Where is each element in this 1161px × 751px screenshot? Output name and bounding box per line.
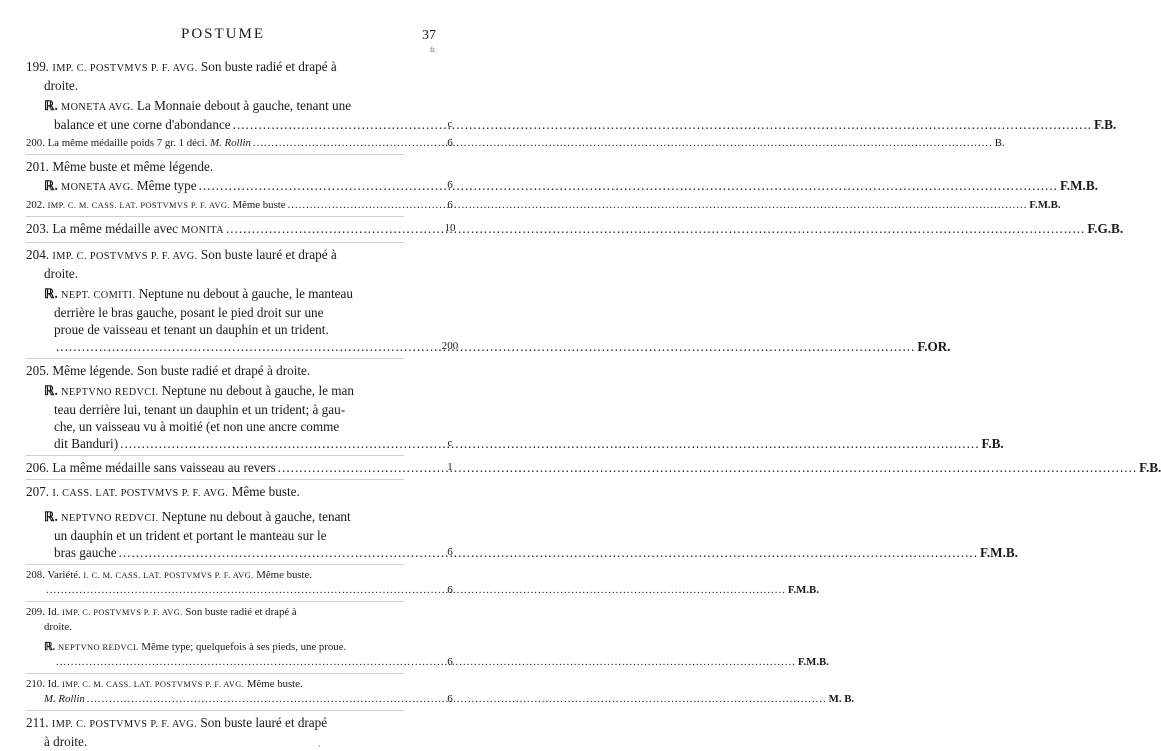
page-number: 37: [422, 28, 436, 43]
reverse-legend: MONETA AVG.: [61, 102, 134, 113]
entry-number: 202.: [26, 199, 45, 211]
entry-202: [26, 198, 1061, 213]
collection-code: F.B.: [981, 436, 1004, 451]
entry-210: [26, 677, 855, 707]
entry-208: [26, 568, 819, 598]
value-mark: 6: [447, 546, 453, 558]
divider: [26, 455, 404, 456]
reverse-mark: ℝ.: [44, 509, 58, 524]
reverse-legend: NEPTVNO REDVCI.: [61, 387, 159, 398]
entry-200: [26, 136, 1005, 151]
collection-code: M. B.: [828, 693, 855, 705]
entry-199-reverse: [26, 97, 1117, 133]
entry-209-reverse: [26, 640, 829, 670]
collection-code: F.M.B.: [1029, 199, 1061, 211]
collection-code: F.M.B.: [1059, 178, 1098, 193]
entry-text: droite.: [44, 621, 72, 633]
entry-text: Son buste radié et drapé à: [185, 606, 297, 618]
collection-code: F.G.B.: [1087, 221, 1124, 236]
value-mark: 10: [444, 222, 456, 234]
entry-number: 206.: [26, 460, 50, 475]
value-mark: c: [447, 118, 453, 130]
footer-mark: ·: [318, 742, 321, 751]
collection-code: B.: [994, 137, 1005, 149]
entry-text: Même buste: [232, 199, 286, 211]
entry-201: [26, 158, 404, 175]
value-mark: 6: [447, 137, 453, 149]
entry-number: 204.: [26, 247, 50, 262]
collection-code: F.M.B.: [797, 656, 829, 668]
entry-text: Son buste lauré et drapé: [200, 715, 328, 730]
reverse-legend: NEPTVNO REDVCI.: [57, 642, 139, 652]
entry-text: La même médaille sans vaisseau au revers: [52, 460, 276, 475]
entry-number: 207.: [26, 484, 50, 499]
entry-text: droite.: [44, 78, 79, 93]
entry-text: Même buste.: [231, 484, 300, 499]
obverse-legend: IMP. C. POSTVMVS P. F. AVG.: [52, 63, 198, 74]
collector-name: M. Rollin: [210, 137, 251, 149]
divider: [26, 710, 404, 711]
obverse-legend: IMP. C. POSTVMVS P. F. AVG.: [62, 607, 183, 617]
value-mark: 1: [447, 461, 453, 473]
entry-text: dit Banduri): [54, 436, 119, 451]
obverse-legend: I. CASS. LAT. POSTVMVS P. F. AVG.: [52, 488, 229, 499]
entry-text: proue de vaisseau et tenant un dauphin et un trident.: [54, 322, 329, 337]
reverse-mark: ℝ.: [44, 178, 58, 193]
entry-text: Même buste.: [246, 678, 303, 690]
entry-text: derrière le bras gauche, posant le pied droit sur une: [54, 305, 324, 320]
reverse-mark: ℝ.: [44, 383, 58, 398]
entry-number: 199.: [26, 59, 50, 74]
divider: [26, 154, 404, 155]
entry-text: Son buste lauré et drapé à: [200, 247, 337, 262]
collector-name: M. Rollin: [44, 693, 85, 705]
entry-text: La même médaille avec: [52, 221, 178, 236]
page-number-sub: fr.: [429, 46, 436, 54]
entry-199: [26, 58, 404, 94]
collection-code: F.M.B.: [787, 584, 819, 596]
entry-text: Même type; quelquefois à ses pieds, une proue.: [141, 641, 347, 653]
running-title: POSTUME: [180, 26, 265, 42]
entry-number: 209.: [26, 606, 45, 618]
entry-text: balance et une corne d'abondance: [54, 117, 231, 132]
reverse-legend: NEPTVNO REDVCI.: [61, 513, 159, 524]
reverse-legend: NEPT. COMITI.: [61, 290, 136, 301]
divider: [26, 564, 404, 565]
entry-201-reverse: [26, 177, 1098, 196]
collection-code: F.B.: [1139, 460, 1161, 475]
entry-204-reverse: [26, 285, 951, 355]
entry-number: 201.: [26, 159, 50, 174]
divider: [26, 242, 404, 243]
entry-number: 200.: [26, 137, 45, 149]
entry-text: bras gauche: [54, 545, 117, 560]
entry-number: 208.: [26, 569, 45, 581]
divider: [26, 673, 404, 674]
entry-number: 210.: [26, 678, 45, 690]
entry-text: che, un vaisseau vu à moitié (et non une ancre comme: [54, 419, 340, 434]
entry-text: Neptune nu debout à gauche, tenant: [161, 509, 351, 524]
entry-text: La Monnaie debout à gauche, tenant une: [136, 98, 352, 113]
entry-text: un dauphin et un trident et portant le manteau sur le: [54, 528, 327, 543]
entry-text: La même médaille poids 7 gr. 1 déci.: [47, 137, 208, 149]
entry-205: [26, 362, 404, 379]
entry-number: 211.: [26, 715, 49, 730]
entry-text: Neptune nu debout à gauche, le man: [161, 383, 354, 398]
reverse-mark: ℝ.: [44, 98, 58, 113]
entry-number: 203.: [26, 221, 50, 236]
entry-204: [26, 246, 404, 282]
entry-text: Id.: [47, 678, 60, 690]
entry-text: teau derrière lui, tenant un dauphin et un trident; à gau-: [54, 402, 346, 417]
entry-text: Même type: [136, 178, 197, 193]
value-mark: c: [447, 437, 453, 449]
value-mark: 6: [447, 693, 453, 705]
value-mark: 6: [447, 179, 453, 191]
entry-206: [26, 459, 1161, 476]
reverse-mark: ℝ.: [44, 641, 56, 653]
obverse-legend: IMP. C. POSTVMVS P. F. AVG.: [52, 251, 198, 262]
entry-text: Neptune nu debout à gauche, le manteau: [138, 286, 353, 301]
obverse-legend: IMP. C. M. CASS. LAT. POSTVMVS P. F. AVG.: [62, 679, 245, 689]
entry-text: Id.: [47, 606, 60, 618]
entry-text: Variété.: [47, 569, 81, 581]
reverse-legend: MONETA AVG.: [61, 182, 134, 193]
value-mark: 6: [447, 199, 453, 211]
collection-code: F.OR.: [917, 339, 951, 354]
entry-text: Même buste et même légende.: [52, 159, 214, 174]
entry-text: Même buste.: [256, 569, 313, 581]
obverse-legend: IMP. C. M. CASS. LAT. POSTVMVS P. F. AVG.: [47, 200, 230, 210]
value-mark: 6: [447, 584, 453, 596]
entry-text: droite.: [44, 266, 79, 281]
collection-code: F.M.B.: [979, 545, 1018, 560]
collection-code: F.B.: [1094, 117, 1117, 132]
entry-text: Son buste radié et drapé à: [200, 59, 337, 74]
divider: [26, 358, 404, 359]
value-mark: 6: [447, 656, 453, 668]
entry-number: 205.: [26, 363, 50, 378]
entry-207: [26, 483, 404, 502]
coin-catalog-entries: [26, 58, 1161, 750]
value-mark: 200: [441, 340, 459, 352]
entry-211: [26, 714, 404, 750]
divider: [26, 479, 404, 480]
legend-variant: MONITA: [181, 225, 224, 236]
entry-203: [26, 220, 1124, 239]
reverse-mark: ℝ.: [44, 286, 58, 301]
entry-207-reverse: [26, 508, 1018, 561]
divider: [26, 216, 404, 217]
entry-205-reverse: [26, 382, 1004, 452]
obverse-legend: I. C. M. CASS. LAT. POSTVMVS P. F. AVG.: [83, 570, 254, 580]
entry-text: Même légende. Son buste radié et drapé à droite.: [52, 363, 311, 378]
divider: [26, 601, 404, 602]
entry-209: [26, 605, 404, 635]
entry-text: à droite.: [44, 734, 88, 749]
obverse-legend: IMP. C. POSTVMVS P. F. AVG.: [51, 719, 198, 730]
